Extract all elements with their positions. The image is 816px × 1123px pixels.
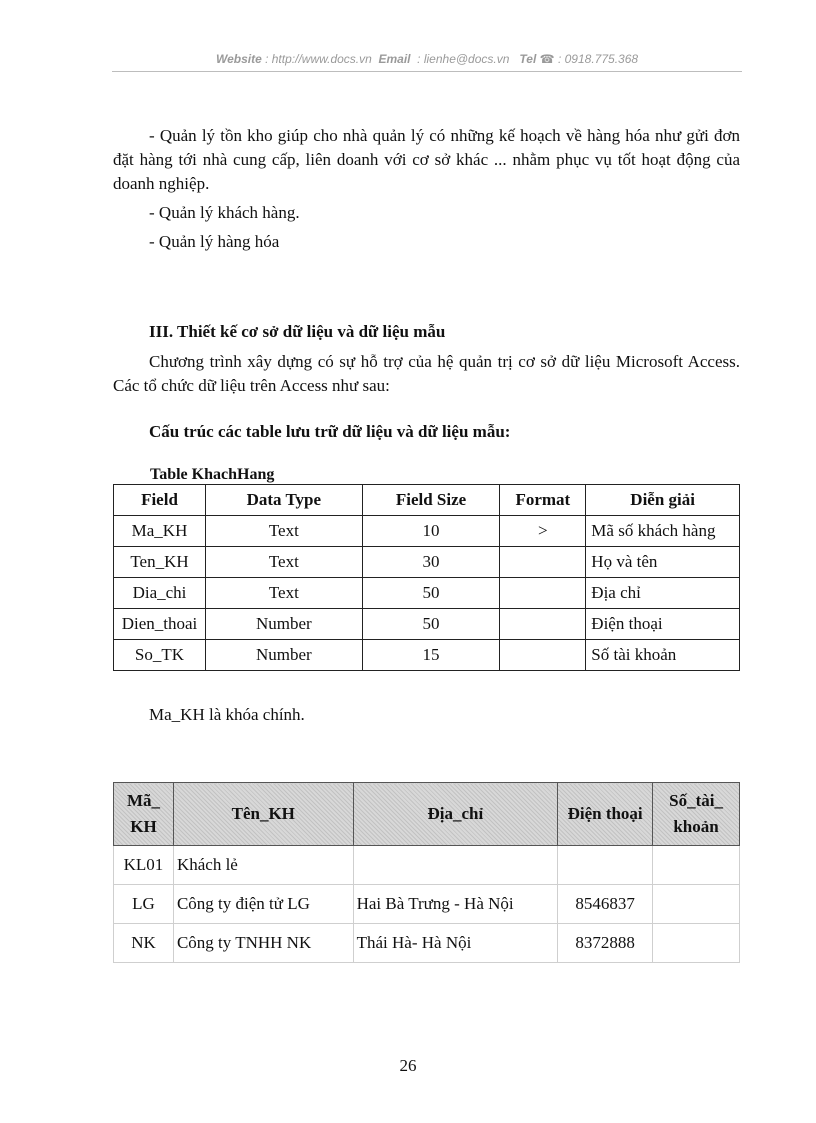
cell-field: So_TK [114,640,206,671]
cell-field-size: 15 [362,640,500,671]
cell-description: Địa chỉ [586,578,740,609]
cell-dien-thoai: 8546837 [558,885,653,924]
page-header [112,52,742,66]
tel-value: : 0918.775.368 [557,52,639,66]
sample-data-table [113,782,740,963]
cell-field: Ma_KH [114,516,206,547]
header-dien-thoai: Điện thoại [558,783,653,846]
paragraph-products: - Quản lý hàng hóa [149,232,280,251]
cell-so-tai-khoan [653,885,740,924]
table-header-row [114,485,740,516]
website-label: Website [215,52,262,66]
cell-field-size: 30 [362,547,500,578]
cell-dia-chi: Thái Hà- Hà Nội [353,924,558,963]
cell-ten-kh: Công ty TNHH NK [173,924,353,963]
cell-so-tai-khoan [653,924,740,963]
cell-dien-thoai: 8372888 [558,924,653,963]
table-row [114,640,740,671]
table-row [114,578,740,609]
table-row [114,846,740,885]
cell-field-size: 50 [362,609,500,640]
table-row [114,885,740,924]
cell-data-type: Text [205,578,362,609]
cell-format [500,640,586,671]
header-description: Diễn giải [586,485,740,516]
cell-description: Mã số khách hàng [586,516,740,547]
header-format: Format [500,485,586,516]
cell-description: Số tài khoản [586,640,740,671]
phone-icon: ☎ [539,52,555,66]
section-heading: III. Thiết kế cơ sở dữ liệu và dữ liệu mẫu [149,322,446,341]
header-ten-kh: Tên_KH [173,783,353,846]
cell-data-type: Text [205,516,362,547]
structure-table [113,484,740,671]
header-so-tai-khoan-line1: Số_tài_ [669,791,723,810]
cell-field: Dia_chi [114,578,206,609]
header-ma-kh [114,783,174,846]
page-number: 26 [399,1056,417,1075]
paragraph-customers: - Quản lý khách hàng. [149,203,300,222]
cell-description: Điện thoại [586,609,740,640]
header-so-tai-khoan [653,783,740,846]
cell-format [500,578,586,609]
cell-dia-chi [353,846,558,885]
primary-key-note: Ma_KH là khóa chính. [149,705,305,724]
header-dia-chi: Địa_chỉ [353,783,558,846]
subheading: Cấu trúc các table lưu trữ dữ liệu và dữ liệu mẫu: [149,422,511,441]
cell-field-size: 50 [362,578,500,609]
email-value: : lienhe@docs.vn [417,52,510,66]
cell-ma-kh: KL01 [114,846,174,885]
cell-ten-kh: Khách lẻ [173,846,353,885]
paragraph-access: Chương trình xây dựng có sự hỗ trợ của hệ quản trị cơ sở dữ liệu Microsoft Access. Các tổ chức dữ liệu trên Access như sau: [113,352,740,395]
email-label: Email [378,52,411,66]
cell-ma-kh: LG [114,885,174,924]
table-header-row [114,783,740,846]
header-field: Field [114,485,206,516]
paragraph-inventory: - Quản lý tồn kho giúp cho nhà quản lý có những kế hoạch về hàng hóa như gửi đơn đặt hàng tới nhà cung cấp, liên doanh với cơ sở khác ... nhằm phục vụ tốt hoạt động của doanh nghiệp. [113,126,740,193]
table-caption: Table KhachHang [150,466,275,483]
cell-ten-kh: Công ty điện tử LG [173,885,353,924]
cell-field: Dien_thoai [114,609,206,640]
header-divider [112,71,742,72]
cell-data-type: Number [205,609,362,640]
header-data-type: Data Type [205,485,362,516]
cell-so-tai-khoan [653,846,740,885]
cell-data-type: Number [205,640,362,671]
header-field-size: Field Size [362,485,500,516]
table-row [114,516,740,547]
header-ma-kh-line2: KH [130,817,157,836]
cell-field: Ten_KH [114,547,206,578]
cell-format: > [500,516,586,547]
cell-ma-kh: NK [114,924,174,963]
header-ma-kh-line1: Mã_ [126,791,160,810]
cell-dia-chi: Hai Bà Trưng - Hà Nội [353,885,558,924]
cell-field-size: 10 [362,516,500,547]
cell-data-type: Text [205,547,362,578]
header-so-tai-khoan-line2: khoản [673,817,719,836]
table-row [114,547,740,578]
table-row [114,609,740,640]
cell-description: Họ và tên [586,547,740,578]
website-value: : http://www.docs.vn [265,52,372,66]
cell-format [500,609,586,640]
cell-format [500,547,586,578]
table-row [114,924,740,963]
tel-label: Tel [519,52,537,66]
cell-dien-thoai [558,846,653,885]
